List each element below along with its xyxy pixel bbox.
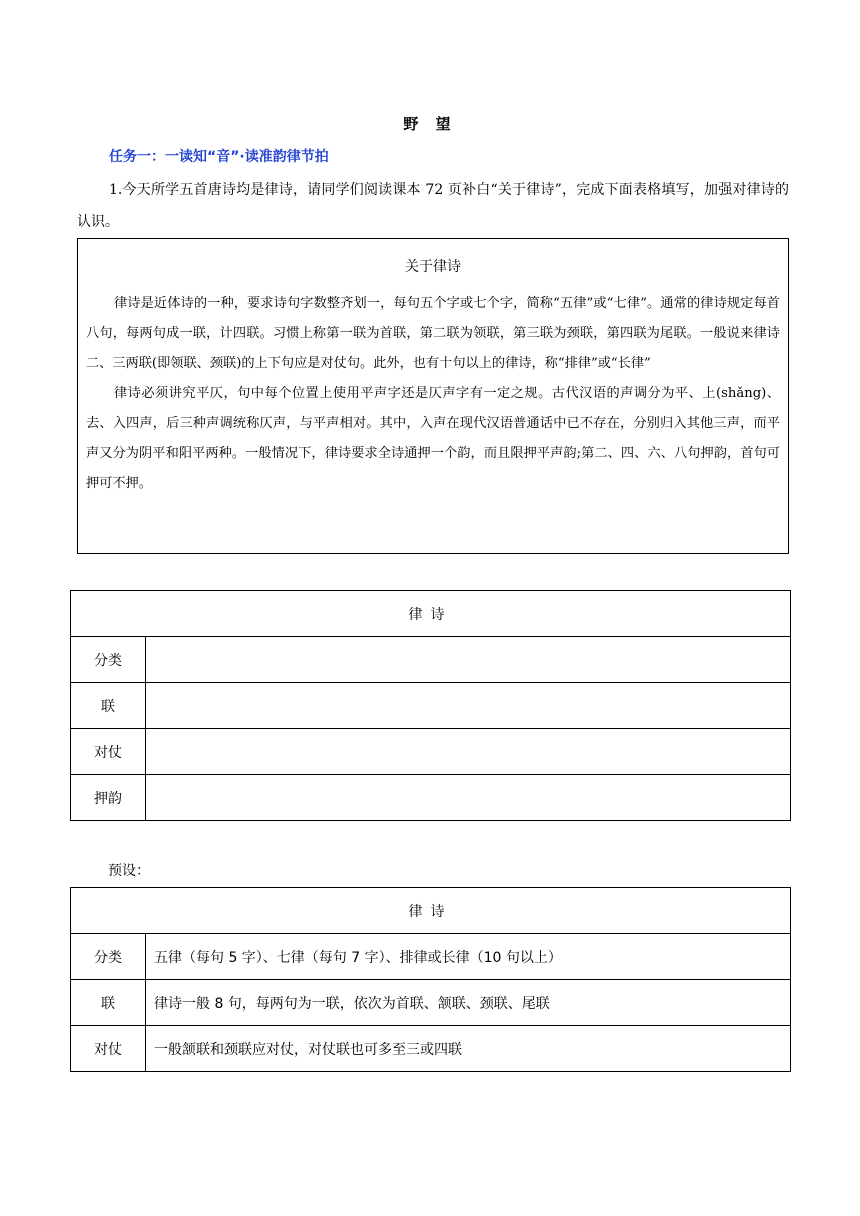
answer-table-header: 律诗 xyxy=(71,888,791,934)
table-row xyxy=(71,934,791,980)
page-title: 野 望 xyxy=(403,115,457,133)
table-row xyxy=(71,683,791,729)
task-heading: 任务一：一读知“音”·读准韵律节拍 xyxy=(109,149,329,165)
row-value-field[interactable] xyxy=(146,775,791,821)
row-value: 五律（每句 5 字）、七律（每句 7 字）、排律或长律（10 句以上） xyxy=(146,934,791,980)
about-paragraph-2: 律诗必须讲究平仄，句中每个位置上使用平声字还是仄声字有一定之规。古代汉语的声调分为平、上(shǎng)、去、入四声，后三种声调统称仄声，与平声相对。其中，入声在现代汉语普通话中已不存在，分别归入其他三声，而平声又分为阴平和阳平两种。一般情况下，律诗要求全诗通押一个韵，而且限押平声韵;第二、四、六、八句押韵，首句可押可不押。 xyxy=(86,386,780,491)
row-label: 对仗 xyxy=(71,1026,146,1072)
row-value: 律诗一般 8 句，每两句为一联，依次为首联、颔联、颈联、尾联 xyxy=(146,980,791,1026)
table-row xyxy=(71,980,791,1026)
about-paragraph-1: 律诗是近体诗的一种，要求诗句字数整齐划一，每句五个字或七个字，简称“五律”或“七律”。通常的律诗规定每首八句，每两句成一联，计四联。习惯上称第一联为首联，第二联为领联，第三联为颈联，第四联为尾联。一般说来律诗二、三两联(即领联、颈联)的上下句应是对仗句。此外，也有十句以上的律诗，称“排律”或“长律” xyxy=(86,296,780,371)
table-row xyxy=(71,637,791,683)
table-row xyxy=(71,1026,791,1072)
answer-table xyxy=(70,887,791,1072)
row-value-field[interactable] xyxy=(146,683,791,729)
row-label: 联 xyxy=(71,980,146,1026)
row-label: 分类 xyxy=(71,934,146,980)
row-label: 对仗 xyxy=(71,729,146,775)
row-label: 分类 xyxy=(71,637,146,683)
preset-label: 预设： xyxy=(108,863,150,879)
row-label: 联 xyxy=(71,683,146,729)
blank-table xyxy=(70,590,791,821)
intro-paragraph: 1.今天所学五首唐诗均是律诗，请同学们阅读课本 72 页补白“关于律诗”，完成下面表格填写，加强对律诗的认识。 xyxy=(77,182,789,230)
about-box-title: 关于律诗 xyxy=(405,259,461,275)
row-value: 一般颔联和颈联应对仗，对仗联也可多至三或四联 xyxy=(146,1026,791,1072)
blank-table-header: 律诗 xyxy=(71,591,791,637)
table-row xyxy=(71,729,791,775)
table-row xyxy=(71,775,791,821)
about-lushi-box xyxy=(77,238,789,554)
row-value-field[interactable] xyxy=(146,637,791,683)
row-value-field[interactable] xyxy=(146,729,791,775)
row-label: 押韵 xyxy=(71,775,146,821)
